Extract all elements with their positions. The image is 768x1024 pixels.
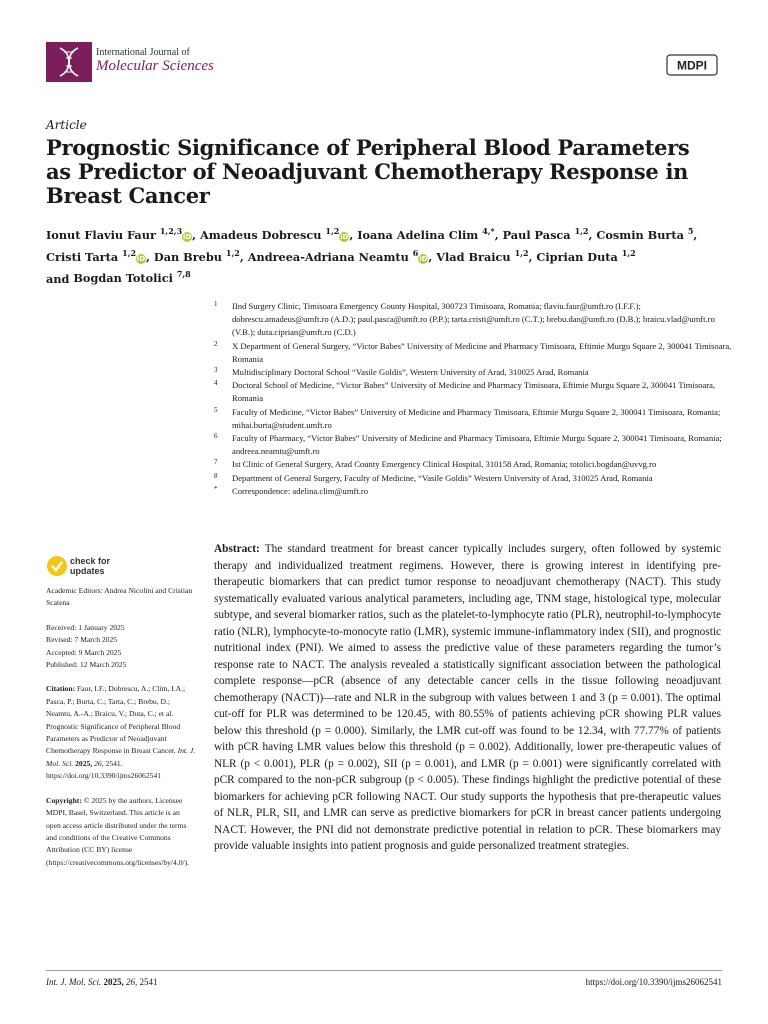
affiliation-number: 8 xyxy=(214,471,218,480)
affiliation-number: 5 xyxy=(214,405,218,414)
affiliation-number: * xyxy=(214,484,218,493)
citation-block xyxy=(46,683,196,782)
author-name: Cosmin Burta xyxy=(596,227,684,242)
article-type: Article xyxy=(46,118,87,132)
affiliation-item xyxy=(214,340,734,366)
author-name: Ioana Adelina Clim xyxy=(357,227,479,242)
author[interactable] xyxy=(357,228,495,242)
check-for-updates-icon[interactable] xyxy=(46,555,68,577)
affiliation-text: X Department of General Surgery, “Victor Babes” University of Medicine and Pharmacy Timisoara, Eftimie Murgu Square 2, 300041 Timisoara, Romania xyxy=(232,340,732,364)
citation-text: Faur, I.F.; Dobrescu, A.; Clim, I.A.; Pasca, P.; Burta, C.; Tarta, C.; Brebu, D.; Neamtu, A.-A.; Braicu, V.; Duta, C.; et al. Prognostic Significance of Peripheral Blood Parameters as Predictor of Neoadjuvant Chemotherapy Response in Breast Cancer. xyxy=(46,684,186,756)
author-name: Paul Pasca xyxy=(502,227,571,242)
author[interactable] xyxy=(247,247,429,264)
abstract-text: The standard treatment for breast cancer typically includes surgery, often followed by systemic therapy and individualized treatment regimens. However, there is growing interest in identifying pre-therapeutic biomarkers that can predict tumor response to neoadjuvant chemotherapy (NACT). This study systematically evaluated various analytical parameters, including age, TNM stage, histological type, molecular subtype, and several biomarker ratios, such as the platelet-to-lymphocyte ratio (PLR), neutrophil-to-lymphocyte ratio (NLR), lymphocyte-to-monocyte ratio (LMR), systemic immune-inflammatory index (SII), and prognostic nutritional index (PNI). We aimed to assess the predictive value of these parameters regarding the tumor’s response rate to NACT. The analysis revealed a statistically significant association between the pathological complete response—pCR (absence of any detectable cancer cells in the tissue following neoadjuvant chemotherapy (NACT))—rate and NLR in the subgroup with values between 1 and 3 (p = 0.001). The optimal cut-off for PLR was determined to be 120.45, with 80.55% of patients achieving pCR showing PLR values below this threshold (p = 0.000). Similarly, the LMR cut-off was found to be 12.34, with 77.77% of patients with pCR having LMR values below this threshold (p = 0.002). Additionally, lower pre-therapeutic values of NLR (p < 0.001), PLR (p = 0.002), SII (p = 0.001), and LMR (p = 0.001) were significantly correlated with pCR compared to the non-pCR subgroup (p < 0.005). These findings highlight the predictive potential of these biomarkers for achieving pCR following NACT. Our study supports the hypothesis that pre-therapeutic values of NLR, PLR, SII, and LMR can serve as predictive biomarkers for pCR in breast cancer patients undergoing NACT. However, the PNI did not demonstrate predictive potential in relation to pCR. These biomarkers may provide valuable insights into patient prognosis and guide personalized treatment strategies. xyxy=(214,543,721,852)
author-affiliation-sup: 1,2,3 xyxy=(159,226,183,236)
footer-article: 2541 xyxy=(139,977,158,987)
author[interactable] xyxy=(503,228,589,242)
affiliation-number: 4 xyxy=(214,379,218,388)
affiliations xyxy=(214,300,734,498)
citation-label: Citation: xyxy=(46,684,76,694)
author-affiliation-sup: 1,2 xyxy=(122,247,137,258)
paper-title: Prognostic Significance of Peripheral Blood Parameters as Predictor of Neoadjuvant Chemotherapy Response in Breast Cancer xyxy=(46,135,690,208)
author-name: Cristi Tarta xyxy=(46,249,119,264)
author[interactable] xyxy=(153,247,240,264)
author[interactable] xyxy=(200,228,349,242)
author-affiliation-sup: 6 xyxy=(412,247,419,258)
footer-doi-link[interactable]: https://doi.org/10.3390/ijms26062541 xyxy=(585,977,722,987)
citation-journal: Int. J. Mol. Sci. xyxy=(46,746,196,768)
check-for-updates-link[interactable] xyxy=(70,556,110,576)
author-list: Ionut Flaviu Faur $^{1,2,3}$iD, Amadeus Dobrescu $^{1,2}$iD, Ioana Adelina Clim $^{4,*}$, Paul Pasca $^{1,2}$, Cosmin Burta $^5$, Cristi Tarta $^{1,2}$iD, Dan Brebu $^{1,2}$, Andreea-Adriana Neamtu $^6$iD, Vlad Braicu $^{1,2}$, Ciprian Duta $^{1,2}$ and Bogdan Totolici $^{7,8}$ xyxy=(46,226,698,286)
affiliation-text: IInd Surgery Clinic, Timisoara Emergency County Hospital, 300723 Timisoara, Romania; flaviu.faur@umft.ro (I.F.F.); dobrescu.amadeus@umft.ro (A.D.); paul.pasca@umft.ro (P.P.); tarta.cristi@umft.ro (C.T.); brebu.dan@umft.ro (D.B.); braicu.vlad@umft.ro (V.B.); duta.ciprian@umft.ro (C.D.) xyxy=(232,301,715,338)
affiliation-number: 1 xyxy=(214,300,218,308)
copyright-label: Copyright: xyxy=(46,795,82,805)
publisher-text: MDPI xyxy=(677,58,707,73)
author-affiliation-sup: 4,* xyxy=(482,226,495,236)
affiliation-item xyxy=(214,379,734,405)
academic-editors: Academic Editors: Andrea Nicolini and Cristian Scatena xyxy=(46,586,193,608)
footer-divider xyxy=(46,970,722,971)
affiliation-number: 3 xyxy=(214,366,218,375)
mdpi-logo xyxy=(666,54,718,76)
date-received: Received: 1 January 2025 xyxy=(46,622,125,632)
copyright-text: © 2025 by the authors. Licensee MDPI, Basel, Switzerland. This article is an open access article distributed under the terms and conditions of the Creative Commons Attribution (CC BY) license (https://creativecommons.org/licenses/by/4.0/). xyxy=(46,795,190,867)
author[interactable] xyxy=(596,228,693,242)
affiliation-item xyxy=(214,406,734,432)
author-affiliation-sup: 1,2 xyxy=(225,247,240,258)
author-affiliation-sup: 1,2 xyxy=(514,247,529,258)
affiliation-item xyxy=(214,300,734,340)
affiliation-text: Ist Clinic of General Surgery, Arad County Emergency Clinical Hospital, 310158 Arad, Romania; totolici.bogdan@uvvg.ro xyxy=(232,459,657,470)
footer-year: 2025, xyxy=(103,977,124,987)
footer-citation xyxy=(46,977,158,987)
date-accepted: Accepted: 9 March 2025 xyxy=(46,647,122,657)
citation-doi-link[interactable]: 2541. https://doi.org/10.3390/ijms26062541 xyxy=(46,758,162,781)
dates-block xyxy=(46,622,196,672)
footer-volume: 26, xyxy=(126,977,138,987)
affiliation-text: Doctoral School of Medicine, “Victor Babes” University of Medicine and Pharmacy Timisoara, Eftimie Murgu Square 2, 300041 Timisoara, Romania xyxy=(232,380,716,404)
dna-icon xyxy=(46,42,92,82)
author-affiliation-sup: 1,2 xyxy=(621,247,636,258)
journal-name-line1: International Journal of xyxy=(96,47,190,58)
journal-name-line2: Molecular Sciences xyxy=(96,58,214,74)
affiliation-item xyxy=(214,458,734,471)
sidebar xyxy=(46,585,196,881)
author[interactable] xyxy=(436,247,529,264)
date-revised: Revised: 7 March 2025 xyxy=(46,635,118,645)
affiliation-text: Faculty of Pharmacy, “Victor Babes” University of Medicine and Pharmacy Timisoara, Eftimie Murgu Square 2, 300041 Timisoara, Romania; andreea.neamtu@umft.ro xyxy=(232,433,722,457)
author[interactable] xyxy=(46,247,146,264)
affiliation-item xyxy=(214,432,734,458)
affiliation-number: 7 xyxy=(214,458,218,467)
affiliation-number: 6 xyxy=(214,432,218,441)
author-affiliation-sup: 7,8 xyxy=(176,269,191,280)
author-name: Bogdan Totolici xyxy=(73,271,173,286)
orcid-icon[interactable]: iD xyxy=(183,232,192,241)
affiliation-item xyxy=(214,485,734,498)
abstract-label: Abstract: xyxy=(214,543,260,555)
check-updates-line1: check for xyxy=(70,556,111,566)
author-name: Amadeus Dobrescu xyxy=(200,227,322,242)
footer-journal: Int. J. Mol. Sci. xyxy=(46,977,102,987)
author[interactable] xyxy=(536,247,636,264)
author-affiliation-sup: 5 xyxy=(687,226,694,236)
author-name: Dan Brebu xyxy=(153,249,222,264)
author-name: Vlad Braicu xyxy=(436,249,511,264)
journal-logo xyxy=(46,42,92,82)
copyright-block xyxy=(46,795,196,869)
author-name: Ionut Flaviu Faur xyxy=(46,227,156,242)
author[interactable] xyxy=(46,228,192,242)
author-name: Andreea-Adriana Neamtu xyxy=(247,249,409,264)
orcid-icon[interactable]: iD xyxy=(136,254,146,263)
citation-year: 2025, xyxy=(75,758,93,768)
affiliation-item xyxy=(214,472,734,485)
orcid-icon[interactable]: iD xyxy=(419,254,428,263)
affiliation-text: Faculty of Medicine, “Victor Babes” University of Medicine and Pharmacy Timisoara, Eftimie Murgu Square 2, 300041 Timisoara, Romania; mihai.burta@student.umft.ro xyxy=(232,406,721,430)
affiliation-text: Department of General Surgery, Faculty of Medicine, “Vasile Goldis” Western University of Arad, 310025 Arad, Romania xyxy=(232,472,653,483)
author-name: Ciprian Duta xyxy=(536,249,618,264)
author-affiliation-sup: 1,2 xyxy=(574,226,589,236)
orcid-icon[interactable]: iD xyxy=(340,232,349,241)
affiliation-text: Correspondence: adelina.clim@umft.ro xyxy=(232,485,369,496)
affiliation-text: Multidisciplinary Doctoral School “Vasile Goldis”, Western University of Arad, 310025 Arad, Romania xyxy=(232,367,589,378)
date-published: Published: 12 March 2025 xyxy=(46,660,127,670)
affiliation-number: 2 xyxy=(214,339,218,348)
citation-volume: 26, xyxy=(94,758,104,768)
affiliation-item xyxy=(214,366,734,379)
author[interactable] xyxy=(73,271,190,285)
author-affiliation-sup: 1,2 xyxy=(325,226,340,236)
abstract xyxy=(214,541,721,855)
check-updates-line2: updates xyxy=(70,566,105,576)
